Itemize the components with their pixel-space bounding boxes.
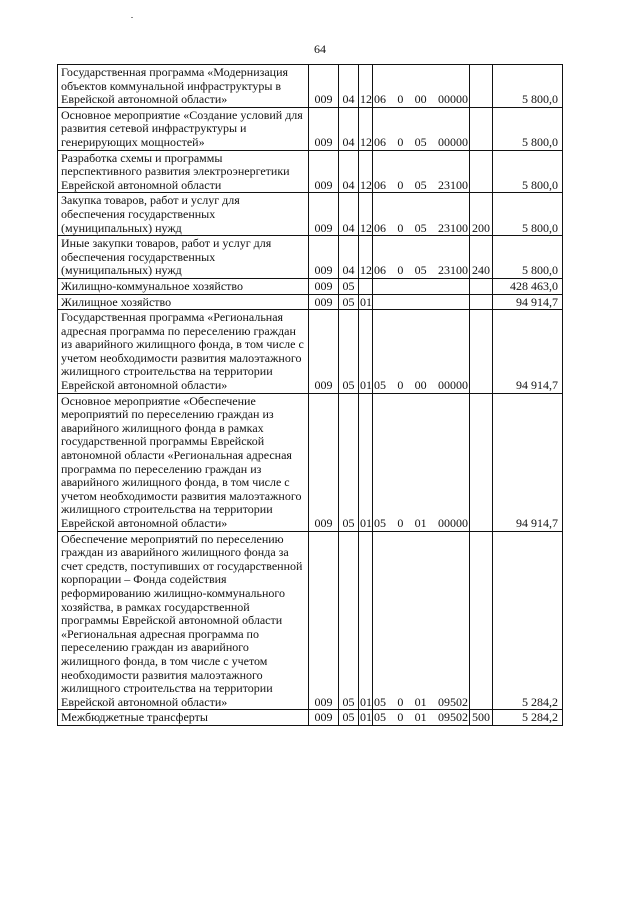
target-article-program: 06 bbox=[374, 92, 386, 107]
amount: 5 284,2 bbox=[493, 710, 563, 726]
ministry-code: 009 bbox=[309, 150, 339, 193]
target-article-activity: 01 bbox=[414, 694, 427, 709]
page-number: 64 bbox=[314, 42, 326, 56]
target-article-code bbox=[373, 236, 470, 279]
expense-type-code bbox=[470, 531, 493, 710]
section-code: 04 bbox=[339, 150, 359, 193]
expense-type-code: 240 bbox=[470, 236, 493, 279]
target-article-parts bbox=[374, 222, 468, 236]
target-article-subprogram: 0 bbox=[397, 92, 404, 107]
target-article-program: 06 bbox=[374, 134, 386, 149]
subsection-code: 01 bbox=[359, 310, 373, 394]
target-article-subprogram: 0 bbox=[397, 710, 404, 725]
subsection-code: 01 bbox=[359, 531, 373, 710]
expense-type-code bbox=[470, 107, 493, 150]
target-article-parts bbox=[374, 517, 468, 531]
table-row bbox=[58, 294, 563, 310]
expense-type-code bbox=[470, 150, 493, 193]
target-article-code bbox=[373, 65, 470, 108]
subsection-code: 12 bbox=[359, 107, 373, 150]
target-article-code bbox=[373, 150, 470, 193]
row-name: Разработка схемы и программы перспективного развития электроэнергетики Еврейской автономной области bbox=[58, 150, 309, 193]
expense-type-code bbox=[470, 310, 493, 394]
row-name: Иные закупки товаров, работ и услуг для обеспечения государственных (муниципальных) нужд bbox=[58, 236, 309, 279]
target-article-parts bbox=[374, 93, 468, 107]
row-name: Государственная программа «Модернизация объектов коммунальной инфраструктуры в Еврейской автономной области» bbox=[58, 65, 309, 108]
target-article-direction: 00000 bbox=[437, 134, 468, 149]
expense-type-code bbox=[470, 294, 493, 310]
target-article-program: 06 bbox=[374, 220, 386, 235]
ministry-code: 009 bbox=[309, 65, 339, 108]
subsection-code bbox=[359, 278, 373, 294]
target-article-direction: 00000 bbox=[437, 516, 468, 530]
target-article-activity: 01 bbox=[414, 516, 427, 530]
section-code: 05 bbox=[339, 393, 359, 531]
amount: 5 800,0 bbox=[493, 236, 563, 279]
amount: 5 800,0 bbox=[493, 107, 563, 150]
amount: 5 800,0 bbox=[493, 193, 563, 236]
target-article-direction: 09502 bbox=[437, 694, 468, 709]
section-code: 05 bbox=[339, 294, 359, 310]
row-name: Закупка товаров, работ и услуг для обеспечения государственных (муниципальных) нужд bbox=[58, 193, 309, 236]
ministry-code: 009 bbox=[309, 294, 339, 310]
section-code: 04 bbox=[339, 193, 359, 236]
table-row bbox=[58, 193, 563, 236]
target-article-program: 06 bbox=[374, 177, 386, 192]
subsection-code: 01 bbox=[360, 294, 372, 309]
target-article-parts bbox=[374, 264, 468, 278]
row-name: Межбюджетные трансферты bbox=[58, 710, 309, 726]
target-article-code bbox=[373, 193, 470, 236]
ministry-code: 009 bbox=[309, 393, 339, 531]
target-article-direction: 23100 bbox=[437, 263, 468, 278]
target-article-subprogram: 0 bbox=[397, 694, 404, 709]
section-code: 04 bbox=[339, 65, 359, 108]
target-article-direction: 09502 bbox=[437, 710, 468, 725]
target-article-direction: 23100 bbox=[437, 220, 468, 235]
amount: 5 800,0 bbox=[493, 150, 563, 193]
target-article-subprogram: 0 bbox=[397, 378, 404, 393]
section-code: 04 bbox=[339, 236, 359, 279]
ministry-code: 009 bbox=[309, 310, 339, 394]
table-row bbox=[58, 107, 563, 150]
row-name: Обеспечение мероприятий по переселению граждан из аварийного жилищного фонда за счет средств, поступивших от государственной корпорации – Фонда содействия реформированию жилищно-коммунального хозяйства, в рамках государственной программы Еврейской автономной области «Региональная адресная программа по переселению граждан из аварийного жилищного фонда, в том числе с учетом необходимости развития малоэтажного жилищного строительства на территории Еврейской автономной области» bbox=[58, 531, 309, 710]
subsection-code: 12 bbox=[359, 65, 373, 108]
target-article-program: 06 bbox=[374, 263, 386, 278]
target-article-code bbox=[373, 107, 470, 150]
ministry-code: 009 bbox=[309, 710, 339, 726]
section-code: 05 bbox=[339, 278, 359, 294]
target-article-activity: 05 bbox=[414, 177, 427, 192]
target-article-activity: 05 bbox=[414, 134, 427, 149]
amount: 94 914,7 bbox=[493, 294, 563, 310]
subsection-code: 01 bbox=[359, 393, 373, 531]
target-article-direction: 00000 bbox=[437, 92, 468, 107]
table-row bbox=[58, 531, 563, 710]
section-code: 05 bbox=[339, 310, 359, 394]
expense-type-code bbox=[470, 65, 493, 108]
section-code: 05 bbox=[339, 531, 359, 710]
target-article-direction: 23100 bbox=[437, 177, 468, 192]
target-article-activity: 00 bbox=[414, 378, 427, 393]
target-article-parts bbox=[374, 696, 468, 710]
ministry-code: 009 bbox=[309, 193, 339, 236]
scan-speck bbox=[131, 17, 133, 18]
expense-type-code bbox=[470, 278, 493, 294]
table-row bbox=[58, 236, 563, 279]
target-article-subprogram: 0 bbox=[397, 516, 404, 530]
expense-type-code bbox=[470, 393, 493, 531]
amount: 94 914,7 bbox=[493, 310, 563, 394]
ministry-code: 009 bbox=[309, 278, 339, 294]
subsection-code: 12 bbox=[359, 236, 373, 279]
target-article-activity: 01 bbox=[414, 710, 427, 725]
table-row bbox=[58, 310, 563, 394]
target-article-activity: 05 bbox=[414, 263, 427, 278]
target-article-subprogram: 0 bbox=[397, 263, 404, 278]
amount: 5 284,2 bbox=[493, 531, 563, 710]
ministry-code: 009 bbox=[309, 236, 339, 279]
target-article-activity: 00 bbox=[414, 92, 427, 107]
target-article-subprogram: 0 bbox=[397, 134, 404, 149]
target-article-direction: 00000 bbox=[437, 378, 468, 393]
target-article-program: 05 bbox=[374, 694, 386, 709]
target-article-parts bbox=[374, 711, 468, 725]
target-article-code bbox=[373, 710, 470, 726]
target-article-code bbox=[373, 278, 470, 294]
row-name: Государственная программа «Региональная адресная программа по переселению граждан из аварийного жилищного фонда, в том числе с учетом необходимости развития малоэтажного жилищного строительства на территории Еврейской автономной области» bbox=[58, 310, 309, 394]
target-article-program: 05 bbox=[374, 378, 386, 393]
table-row bbox=[58, 710, 563, 726]
row-name: Основное мероприятие «Обеспечение мероприятий по переселению граждан из аварийного жилищного фонда в рамках государственной программы Еврейской автономной области «Региональная адресная программа по переселению граждан из аварийного жилищного фонда, в том числе с учетом необходимости развития малоэтажного жилищного строительства на территории Еврейской автономной области» bbox=[58, 393, 309, 531]
subsection-code: 12 bbox=[359, 193, 373, 236]
table-row bbox=[58, 150, 563, 193]
subsection-code: 12 bbox=[359, 150, 373, 193]
section-code: 05 bbox=[339, 710, 359, 726]
target-article-parts bbox=[374, 136, 468, 150]
row-name: Жилищно-коммунальное хозяйство bbox=[58, 278, 309, 294]
row-name: Основное мероприятие «Создание условий для развития сетевой инфраструктуры и генерирующих мощностей» bbox=[58, 107, 309, 150]
amount: 5 800,0 bbox=[493, 65, 563, 108]
target-article-program: 05 bbox=[374, 710, 386, 725]
target-article-code bbox=[373, 393, 470, 531]
ministry-code: 009 bbox=[309, 531, 339, 710]
budget-table-body bbox=[58, 65, 563, 726]
table-row bbox=[58, 278, 563, 294]
target-article-activity: 05 bbox=[414, 220, 427, 235]
subsection-code: 01 bbox=[360, 710, 372, 725]
target-article-code bbox=[373, 310, 470, 394]
section-code: 04 bbox=[339, 107, 359, 150]
table-row bbox=[58, 65, 563, 108]
ministry-code: 009 bbox=[309, 107, 339, 150]
row-name: Жилищное хозяйство bbox=[58, 294, 309, 310]
amount: 428 463,0 bbox=[493, 278, 563, 294]
target-article-parts bbox=[374, 179, 468, 193]
target-article-subprogram: 0 bbox=[397, 220, 404, 235]
amount: 94 914,7 bbox=[493, 393, 563, 531]
target-article-code bbox=[373, 294, 470, 310]
expense-type-code: 200 bbox=[470, 193, 493, 236]
expense-type-code: 500 bbox=[470, 710, 493, 726]
target-article-parts bbox=[374, 379, 468, 393]
budget-table bbox=[57, 64, 563, 726]
table-row bbox=[58, 393, 563, 531]
target-article-program: 05 bbox=[374, 516, 386, 530]
target-article-code bbox=[373, 531, 470, 710]
target-article-subprogram: 0 bbox=[397, 177, 404, 192]
